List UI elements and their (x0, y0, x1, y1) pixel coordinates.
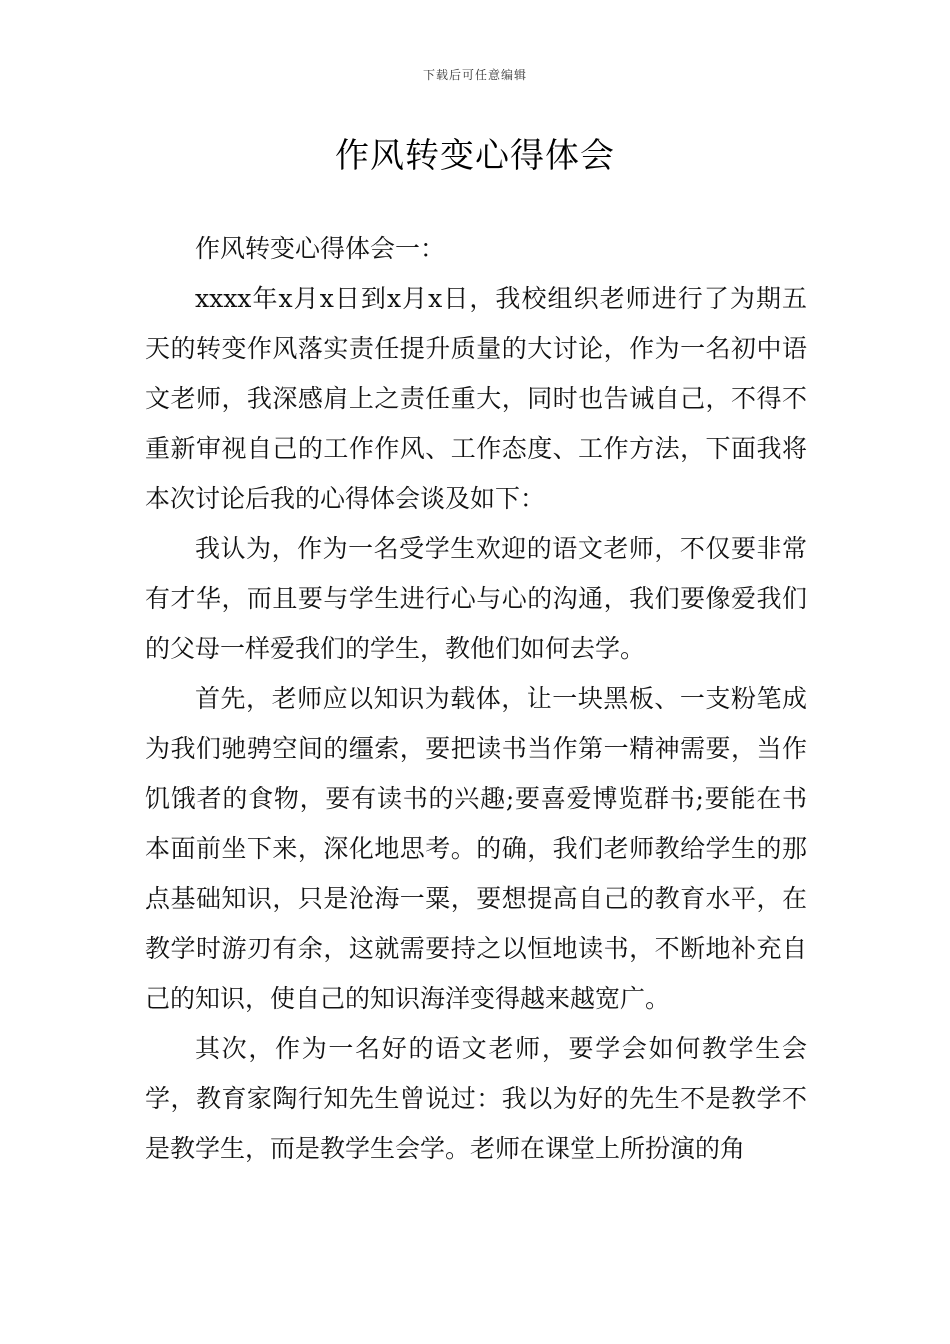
paragraph: xxxx年x月x日到x月x日，我校组织老师进行了为期五天的转变作风落实责任提升质量的大讨论，作为一名初中语文老师，我深感肩上之责任重大，同时也告诫自己，不得不重新审视自己的工作作风、工作态度、工作方法，下面我将本次讨论后我的心得体会谈及如下： (145, 284, 807, 513)
document-body (145, 224, 807, 1174)
header-note: 下载后可任意编辑 (422, 68, 527, 82)
paragraph-subtitle: 作风转变心得体会一： (195, 234, 446, 263)
paragraph: 首先，老师应以知识为载体，让一块黑板、一支粉笔成为我们驰骋空间的缰索，要把读书当作第一精神需要，当作饥饿者的食物，要有读书的兴趣;要喜爱博览群书;要能在书本面前坐下来，深化地思考。的确，我们老师教给学生的那点基础知识，只是沧海一粟，要想提高自己的教育水平，在教学时游刃有余，这就需要持之以恒地读书，不断地补充自己的知识，使自己的知识海洋变得越来越宽广。 (145, 684, 807, 1013)
paragraph: 其次，作为一名好的语文老师，要学会如何教学生会学，教育家陶行知先生曾说过：我以为好的先生不是教学不是教学生，而是教学生会学。老师在课堂上所扮演的角 (145, 1034, 807, 1163)
document-title: 作风转变心得体会 (335, 136, 615, 176)
paragraph: 我认为，作为一名受学生欢迎的语文老师，不仅要非常有才华，而且要与学生进行心与心的沟通，我们要像爱我们的父母一样爱我们的学生，教他们如何去学。 (145, 534, 807, 663)
